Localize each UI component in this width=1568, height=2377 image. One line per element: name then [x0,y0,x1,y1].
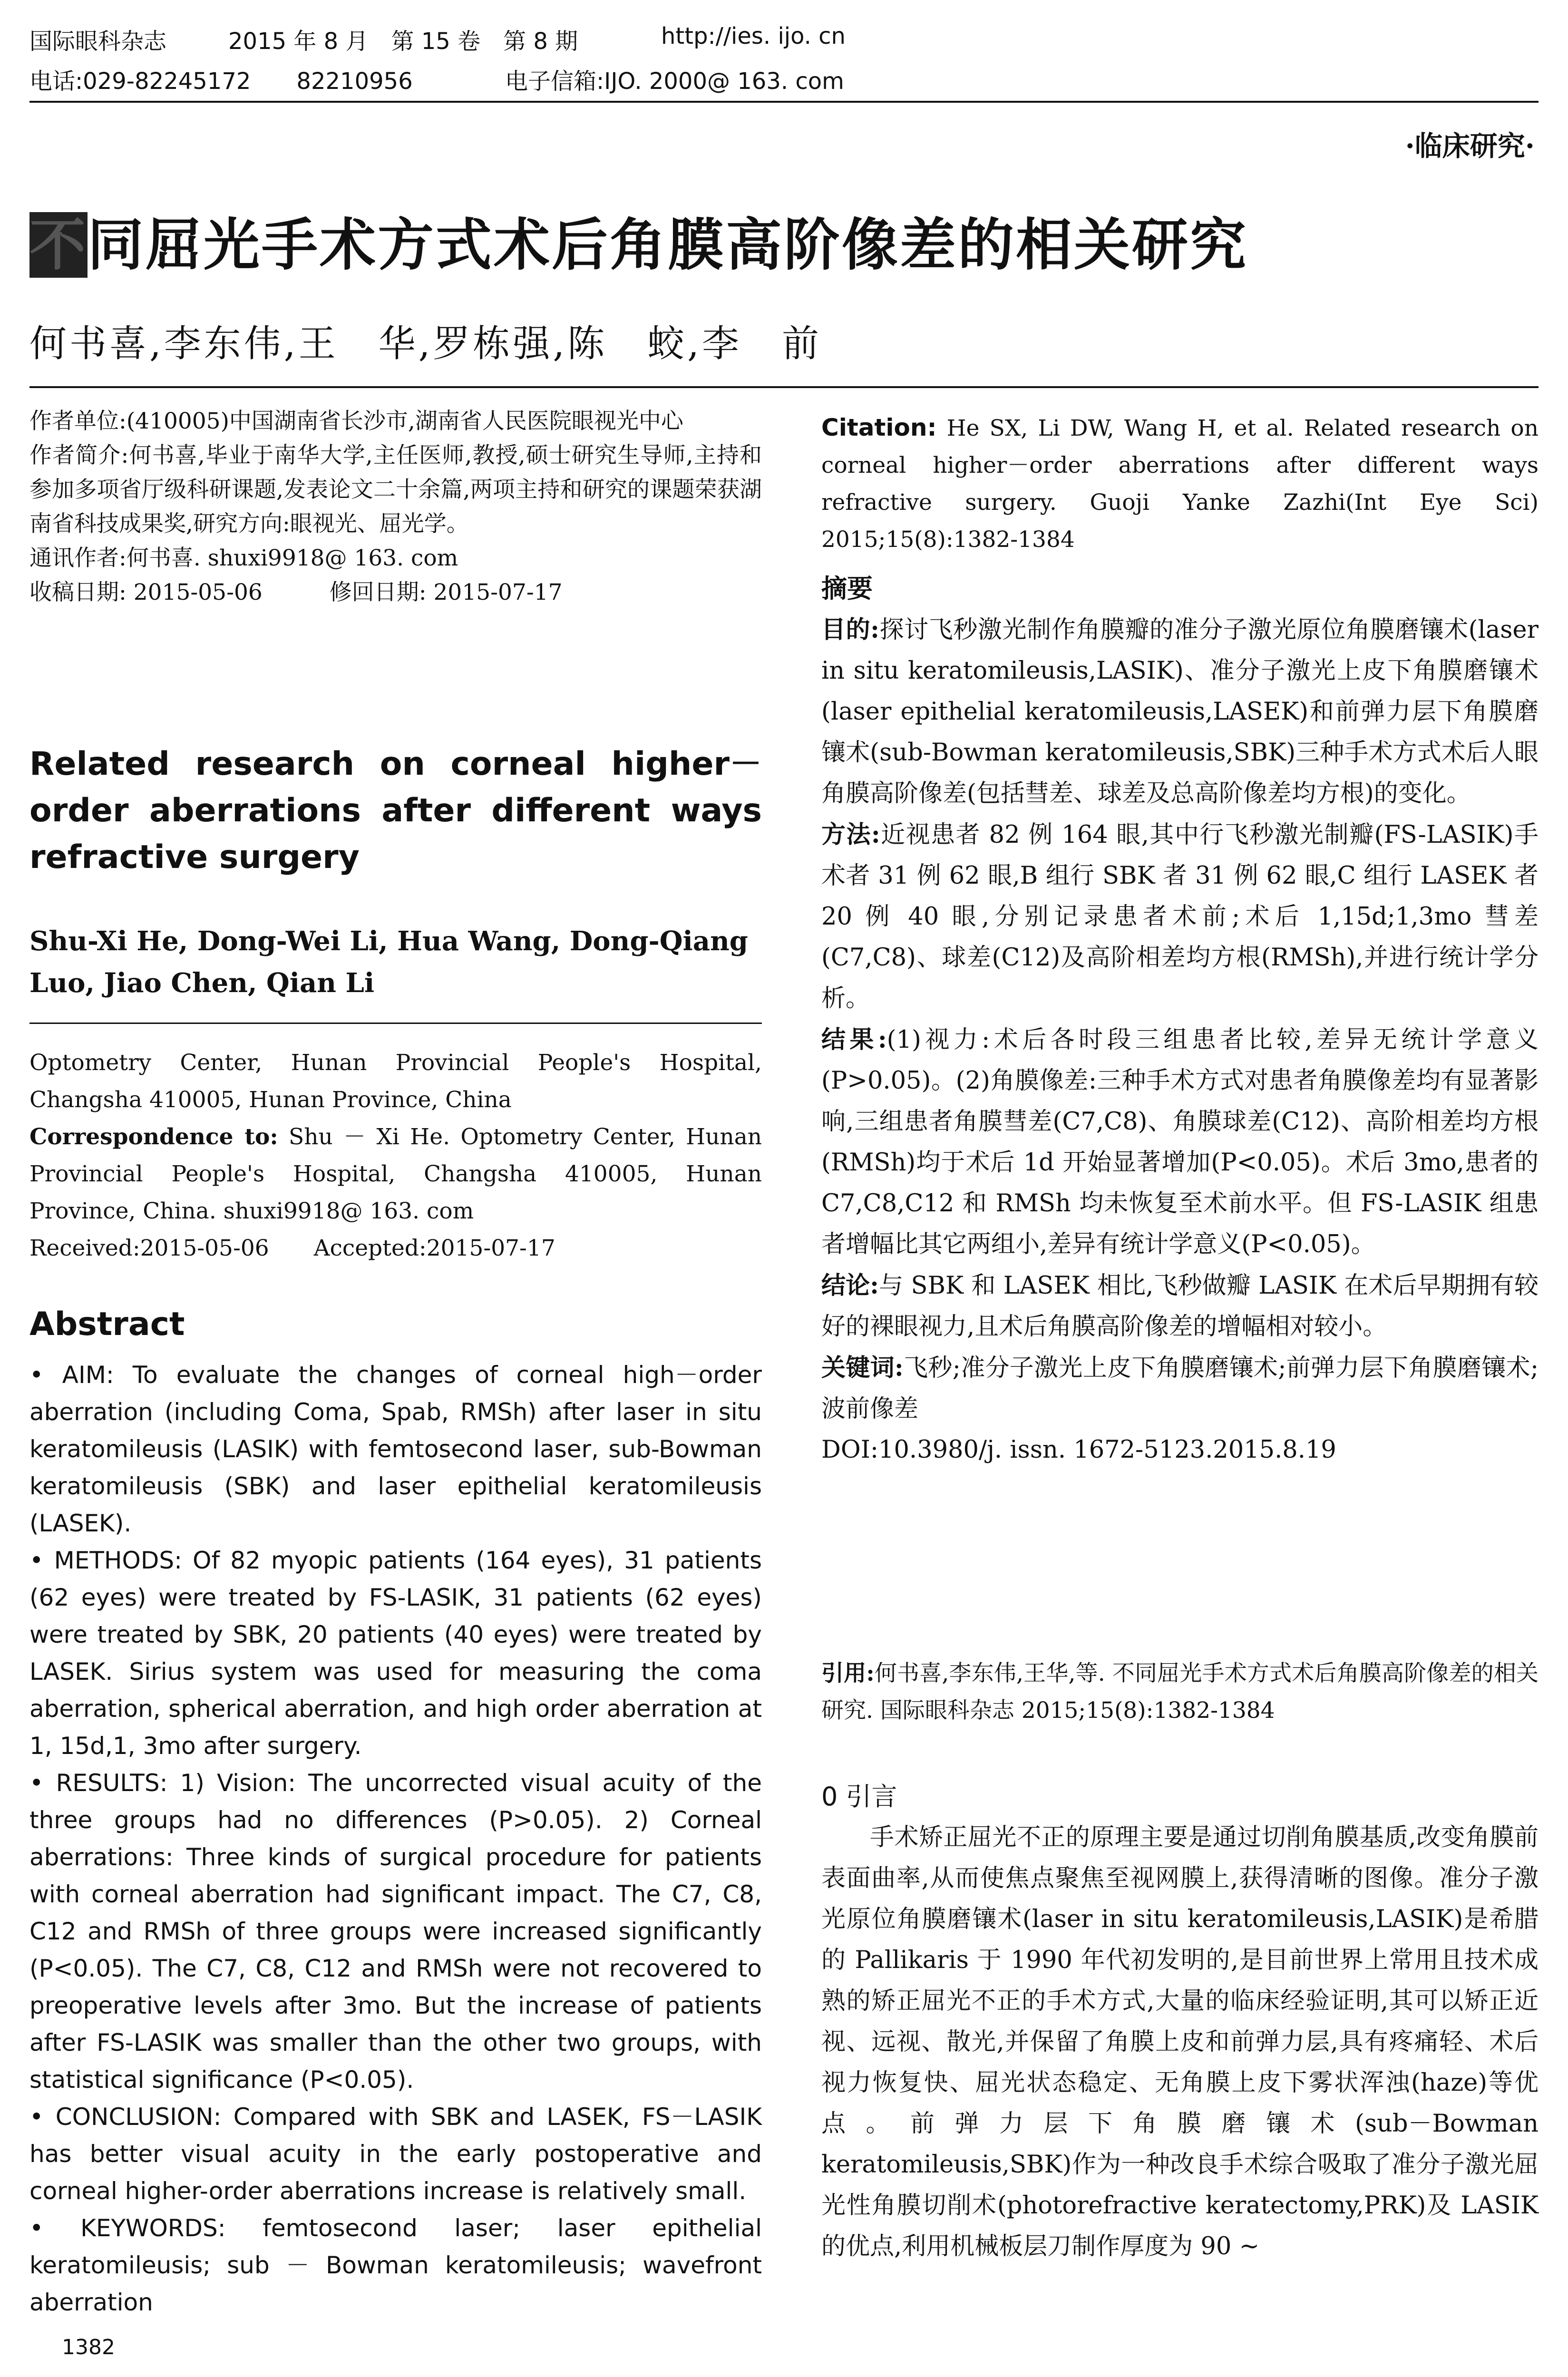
email-info: 电子信箱:IJO. 2000@ 163. com [505,68,844,95]
section-tag: ·临床研究· [1405,130,1535,162]
abstract-cn-heading: 摘要 [821,574,873,604]
authors-en-rule [29,1023,762,1024]
title-en: Related research on corneal higher－order aberrations after different ways refractive surgery [29,745,762,876]
correspondence-text: Shu － Xi He. Optometry Center, Hunan Provincial People's Hospital, Changsha 410005, Hunan Province, China. shuxi9918@ 163. com [29,1124,762,1224]
title-rest: 同屈光手术方式术后角膜高阶像差的相关研究 [88,212,1248,278]
correspondence-en [29,1119,762,1230]
journal-url: http://ies. ijo. cn [661,23,846,49]
results-text: (1)视力:术后各时段三组患者比较,差异无统计学意义(P>0.05)。(2)角膜像差:三种手术方式对患者角膜像差均有显著影响,三组患者角膜彗差(C7,C8)、角膜球差(C12)、高阶相差均方根(RMSh)均于术后 1d 开始显著增加(P<0.05)。术后 3mo,患者的 C7,C8,C12 和 RMSh 均未恢复至术前水平。但 FS-LASIK 组患者增幅比其它两组小,差异有统计学意义(P<0.05)。 [821,1026,1539,1258]
corresponding-author: 通讯作者:何书喜. shuxi9918@ 163. com [29,545,458,571]
cite-cn-text: 何书喜,李东伟,王华,等. 不同屈光手术方式术后角膜高阶像差的相关研究. 国际眼科杂志 2015;15(8):1382-1384 [821,1660,1539,1724]
abstract-conclusion: • CONCLUSION: Compared with SBK and LASEK, FS－LASIK has better visual acuity in the early postoperative and corneal higher-order aberrations increase is relatively small. [29,2103,762,2205]
conclusion-text: 与 SBK 和 LASEK 相比,飞秒做瓣 LASIK 在术后早期拥有较好的裸眼视力,且术后角膜高阶像差的增幅相对较小。 [821,1272,1539,1341]
methods-text: 近视患者 82 例 164 眼,其中行飞秒激光制瓣(FS-LASIK)手术者 31 例 62 眼,B 组行 SBK 者 31 例 62 眼,C 组行 LASEK 者 20 例 40 眼,分别记录患者术前;术后 1,15d;1,3mo 彗差(C7,C8)、球差(C12)及高阶相差均方根(RMSh),并进行统计学分析。 [821,821,1539,1013]
abstract-en-body [29,1356,762,2321]
author-unit: 作者单位:(410005)中国湖南省长沙市,湖南省人民医院眼视光中心 [29,408,683,434]
aim-text: 探讨飞秒激光制作角膜瓣的准分子激光原位角膜磨镶术(laser in situ keratomileusis,LASIK)、准分子激光上皮下角膜磨镶术(laser epithelial keratomileusis,LASEK)和前弹力层下角膜磨镶术(sub-Bowman keratomileusis,SBK)三种手术方式术后人眼角膜高阶像差(包括彗差、球差及总高阶像差均方根)的变化。 [821,616,1539,808]
citation-en [821,409,1539,558]
issue-info: 2015 年 8 月 第 15 卷 第 8 期 [228,28,578,55]
abstract-cn-results [821,1019,1539,1265]
abstract-results: • RESULTS: 1) Vision: The uncorrected visual acuity of the three groups had no differences (P>0.05). 2) Corneal aberrations: Three kinds of surgical procedure for patients with corneal aberration had significant impact. The C7, C8, C12 and RMSh of three groups were increased significantly (P<0.05). The C7, C8, C12 and RMSh were not recovered to preoperative levels after 3mo. But the increase of patients after FS-LASIK was smaller than the other two groups, with statistical significance (P<0.05). [29,1769,762,2094]
affiliation-en-block [29,1044,762,1267]
methods-label: 方法: [821,820,880,849]
cite-cn-label: 引用: [821,1660,875,1686]
cite-cn [821,1655,1539,1729]
authors-cn: 何书喜,李东伟,王 华,罗栋强,陈 蛟,李 前 [29,322,822,365]
dates-en: Received:2015-05-06 Accepted:2015-07-17 [29,1235,555,1261]
dates-cn: 收稿日期: 2015-05-06 修回日期: 2015-07-17 [29,579,563,605]
page-title [29,200,1248,281]
aim-label: 目的: [821,615,879,644]
keywords-label: 关键词: [821,1354,904,1382]
title-rule [29,386,1539,388]
journal-name: 国际眼科杂志 [29,28,167,55]
page-number: 1382 [62,2335,115,2359]
abstract-cn-methods [821,814,1539,1019]
authors-en: Shu-Xi He, Dong-Wei Li, Hua Wang, Dong-Qiang Luo, Jiao Chen, Qian Li [29,925,748,999]
cite-cn-block [821,1655,1539,1729]
intro-text: 手术矫正屈光不正的原理主要是通过切削角膜基质,改变角膜前表面曲率,从而使焦点聚焦至视网膜上,获得清晰的图像。准分子激光原位角膜磨镶术(laser in situ keratomileusis,LASIK)是希腊的 Pallikaris 于 1990 年代初发明的,是目前世界上常用且技术成熟的矫正屈光不正的手术方式,大量的临床经验证明,其可以矫正近视、远视、散光,并保留了角膜上皮和前弹力层,具有疼痛轻、术后视力恢复快、屈光状态稳定、无角膜上皮下雾状浑浊(haze)等优点。前弹力层下角膜磨镶术(sub－Bowman keratomileusis,SBK)作为一种改良手术综合吸取了准分子激光屈光性角膜切削术(photorefractive keratectomy,PRK)及 LASIK 的优点,利用机械板层刀制作厚度为 90 ~ [821,1823,1539,2260]
abstract-keywords: • KEYWORDS: femtosecond laser; laser epithelial keratomileusis; sub － Bowman keratomileusis; wavefront aberration [29,2214,762,2316]
citation-text: He SX, Li DW, Wang H, et al. Related research on corneal higher－order aberrations after different ways refractive surgery. Guoji Yanke Zazhi(Int Eye Sci) 2015;15(8):1382-1384 [821,415,1539,553]
title-first-char: 不 [29,212,88,278]
header-rule [29,101,1539,103]
abstract-cn-keywords [821,1347,1539,1430]
abstract-cn-conclusion [821,1265,1539,1347]
keywords-text: 飞秒;准分子激光上皮下角膜磨镶术;前弹力层下角膜磨镶术;波前像差 [821,1354,1539,1423]
citation-block [821,409,1539,558]
abstract-cn-aim [821,609,1539,814]
abstract-methods: • METHODS: Of 82 myopic patients (164 eyes), 31 patients (62 eyes) were treated by FS-LASIK, 31 patients (62 eyes) were treated by SBK, 20 patients (40 eyes) were treated by LASEK. Sirius system was used for measuring the coma aberration, spherical aberration, and high order aberration at 1, 15d,1, 3mo after surgery. [29,1547,762,1760]
results-label: 结果: [821,1025,887,1054]
affiliation-cn-block [29,404,762,610]
intro-block [821,1776,1539,2267]
abstract-en-heading: Abstract [29,1305,185,1343]
citation-label: Citation: [821,414,937,441]
abstract-aim: • AIM: To evaluate the changes of corneal high－order aberration (including Coma, Spab, RMSh) after laser in situ keratomileusis (LASIK) with femtosecond laser, sub-Bowman keratomileusis (SBK) and laser epithelial keratomileusis (LASEK). [29,1361,762,1537]
author-bio: 作者简介:何书喜,毕业于南华大学,主任医师,教授,硕士研究生导师,主持和参加多项省厅级科研课题,发表论文二十余篇,两项主持和研究的课题荣获湖南省科技成果奖,研究方向:眼视光、屈光学。 [29,442,762,537]
affiliation-en: Optometry Center, Hunan Provincial People's Hospital, Changsha 410005, Hunan Province, China [29,1050,762,1113]
phone-info: 电话:029-82245172 82210956 [29,68,413,95]
correspondence-label: Correspondence to: [29,1124,278,1150]
conclusion-label: 结论: [821,1271,879,1300]
abstract-cn-block [821,568,1539,1471]
intro-heading: 0 引言 [821,1782,897,1812]
doi: DOI:10.3980/j. issn. 1672-5123.2015.8.19 [821,1436,1336,1464]
